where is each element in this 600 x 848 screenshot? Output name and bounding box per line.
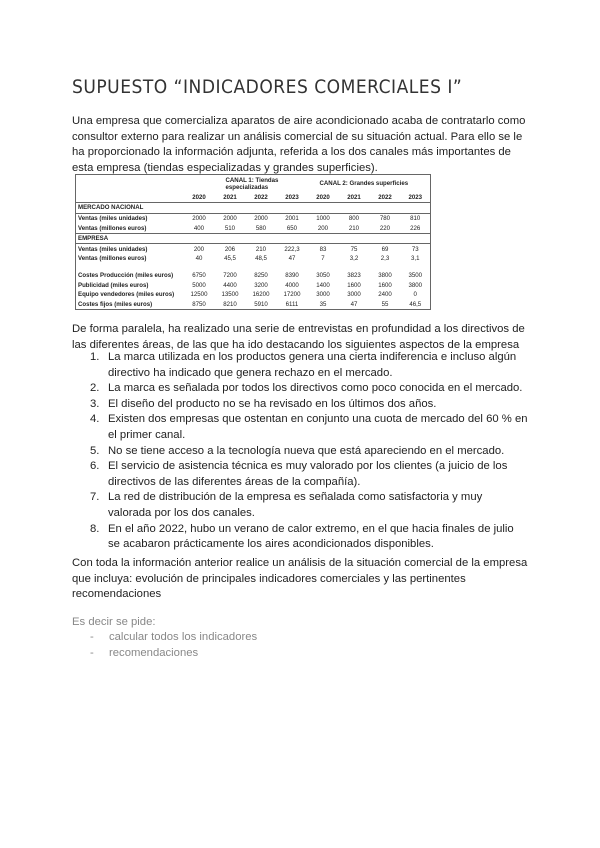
value-cell: 75	[350, 245, 358, 253]
value-cell: 6750	[192, 271, 206, 279]
row-label: Ventas (millones euros)	[76, 254, 184, 264]
row-label: Equipo vendedores (miles euros)	[76, 290, 184, 300]
value-cell: 200	[193, 245, 205, 253]
value-cell: 1400	[316, 281, 330, 289]
row-label: Costes Producción (miles euros)	[76, 271, 184, 281]
findings-list	[72, 350, 528, 553]
row-label: Publicidad (miles euros)	[76, 280, 184, 290]
finding-item	[72, 412, 528, 443]
value-cell: 3,1	[401, 254, 431, 264]
table-row	[76, 254, 431, 264]
value-cell: 206	[224, 245, 236, 253]
value-cell: 47	[339, 299, 370, 309]
finding-number: 5.	[90, 444, 100, 457]
interviews-paragraph: De forma paralela, ha realizado una serie de entrevistas en profundidad a los directivos de las diferentes áreas, de las que ha ido destacando los siguientes aspectos de la empresa	[72, 323, 525, 351]
value-cell: 45,5	[224, 255, 236, 263]
value-cell: 200	[317, 224, 329, 232]
section-mercado-nacional-label: MERCADO NACIONAL	[76, 203, 431, 214]
dash-bullet: -	[90, 646, 94, 659]
section-mercado-nacional	[76, 203, 431, 214]
finding-text: La marca utilizada en los productos genera una cierta indiferencia e incluso algún directivo ha indicado que genera rechazo en el mercado.	[108, 351, 517, 379]
value-cell: 47	[288, 255, 296, 263]
value-cell: 69	[381, 245, 389, 253]
value-cell: 3800	[378, 271, 392, 279]
dash-bullet: -	[90, 631, 94, 643]
value-cell: 4000	[285, 281, 299, 289]
value-cell: 5910	[246, 299, 277, 309]
value-cell: 48,5	[255, 255, 267, 263]
finding-text: Existen dos empresas que ostentan en conjunto una cuota de mercado del 60 % en el primer canal.	[108, 413, 528, 441]
value-cell: 17200	[283, 291, 301, 299]
value-cell: 222,3	[284, 245, 300, 253]
table-row	[76, 280, 431, 290]
value-cell: 8390	[285, 271, 299, 279]
ask-item	[72, 630, 257, 646]
value-cell: 83	[319, 245, 327, 253]
value-cell: 13500	[221, 291, 239, 299]
value-cell: 2,3	[380, 255, 390, 263]
table-corner-cell	[76, 175, 184, 193]
finding-number: 2.	[90, 382, 100, 395]
value-cell: 220	[379, 224, 391, 232]
value-cell: 1600	[347, 281, 361, 289]
year-header: 2023	[401, 193, 431, 203]
value-cell: 3800	[401, 280, 431, 290]
finding-number: 4.	[90, 413, 100, 426]
value-cell: 3500	[401, 271, 431, 281]
table-spacer-row	[76, 264, 431, 271]
value-cell: 2001	[285, 214, 299, 222]
finding-number: 6.	[90, 460, 100, 473]
ask-label: Es decir se pide:	[72, 616, 156, 628]
table-row	[76, 299, 431, 309]
value-cell: 55	[370, 299, 401, 309]
value-cell: 3000	[316, 291, 330, 299]
value-cell: 46,5	[401, 299, 431, 309]
value-cell: 4400	[223, 281, 237, 289]
value-cell: 8750	[184, 299, 215, 309]
value-cell: 810	[401, 213, 431, 223]
value-cell: 226	[401, 223, 431, 233]
value-cell: 1600	[378, 281, 392, 289]
year-header: 2022	[246, 193, 277, 203]
value-cell: 3,2	[349, 255, 359, 263]
value-cell: 40	[195, 255, 203, 263]
finding-number: 3.	[90, 397, 100, 410]
ask-item	[72, 646, 257, 662]
table-header-row	[76, 175, 431, 193]
finding-item	[72, 381, 528, 397]
value-cell: 800	[348, 214, 360, 222]
value-cell: 2000	[254, 214, 268, 222]
section-empresa-label: EMPRESA	[76, 233, 431, 244]
finding-text: La marca es señalada por todos los directivos como poco conocida en el mercado.	[108, 382, 523, 395]
intro-paragraph: Una empresa que comercializa aparatos de aire acondicionado acaba de contratarlo como consultor externo para realizar un análisis comercial de su situación actual. Para ello se le ha proporcionado la información adjunta, referida a los dos canales más importantes de esta empresa (tiendas especializadas y grandes superficies).	[72, 115, 526, 174]
finding-item	[72, 444, 528, 460]
row-label: Ventas (millones euros)	[76, 223, 184, 233]
table-row	[76, 290, 431, 300]
value-cell: 0	[401, 290, 431, 300]
finding-text: No se tiene acceso a la tecnología nueva que está apareciendo en el mercado.	[108, 444, 505, 457]
finding-item	[72, 522, 528, 553]
row-label: Ventas (miles unidades)	[76, 213, 184, 223]
year-header: 2020	[308, 193, 339, 203]
year-header: 2023	[277, 193, 308, 203]
value-cell: 16200	[252, 291, 270, 299]
document-title: SUPUESTO “INDICADORES COMERCIALES I”	[72, 76, 463, 98]
value-cell: 7200	[223, 271, 237, 279]
ask-text: calcular todos los indicadores	[109, 631, 258, 643]
year-header: 2022	[370, 193, 401, 203]
task-paragraph: Con toda la información anterior realice un análisis de la situación comercial de la empresa que incluya: evolución de principales indicadores comerciales y las pertinentes recomendaciones	[72, 557, 528, 601]
finding-number: 7.	[90, 491, 100, 504]
value-cell: 3000	[347, 291, 361, 299]
year-header: 2021	[339, 193, 370, 203]
value-cell: 8210	[215, 299, 246, 309]
value-cell: 3823	[347, 271, 361, 279]
section-empresa	[76, 233, 431, 244]
finding-text: En el año 2022, hubo un verano de calor extremo, en el que hacia finales de julio se acabaron prácticamente los aires acondicionados disponibles.	[108, 522, 514, 551]
table-row	[76, 213, 431, 223]
table-corner-cell	[76, 193, 184, 203]
spacer-cell	[76, 264, 431, 271]
value-cell: 7	[321, 255, 325, 263]
finding-text: La red de distribución de la empresa es señalada como satisfactoria y muy valorada por los dos canales.	[108, 491, 483, 519]
value-cell: 6111	[277, 299, 308, 309]
table-years-row	[76, 193, 431, 203]
value-cell: 73	[401, 244, 431, 254]
channel-1-header: CANAL 1: Tiendas especializadas	[184, 175, 308, 193]
value-cell: 35	[308, 299, 339, 309]
value-cell: 210	[255, 245, 267, 253]
finding-number: 8.	[90, 522, 100, 535]
finding-item	[72, 350, 528, 381]
value-cell: 510	[224, 224, 236, 232]
table-row	[76, 244, 431, 254]
value-cell: 3200	[254, 281, 268, 289]
value-cell: 2000	[223, 214, 237, 222]
value-cell: 5000	[192, 281, 206, 289]
row-label: Costes fijos (miles euros)	[76, 299, 184, 309]
value-cell: 780	[379, 214, 391, 222]
finding-item	[72, 397, 528, 413]
finding-number: 1.	[90, 351, 100, 363]
value-cell: 8250	[254, 271, 268, 279]
value-cell: 650	[286, 224, 298, 232]
table-row	[76, 271, 431, 281]
finding-item	[72, 490, 528, 521]
year-header: 2021	[215, 193, 246, 203]
finding-text: El diseño del producto no se ha revisado en los últimos dos años.	[108, 397, 437, 410]
value-cell: 210	[348, 224, 360, 232]
value-cell: 1000	[316, 214, 330, 222]
finding-text: El servicio de asistencia técnica es muy valorado por los clientes (a juicio de los directivos de las diferentes áreas de la compañía).	[108, 460, 508, 488]
row-label: Ventas (miles unidades)	[76, 244, 184, 254]
value-cell: 580	[255, 224, 267, 232]
finding-item	[72, 459, 528, 490]
year-header: 2020	[184, 193, 215, 203]
value-cell: 3050	[316, 271, 330, 279]
data-table	[75, 174, 431, 310]
value-cell: 2400	[378, 291, 392, 299]
ask-list	[72, 630, 257, 661]
table-row	[76, 223, 431, 233]
value-cell: 400	[193, 224, 205, 232]
ask-text: recomendaciones	[109, 646, 199, 659]
value-cell: 12500	[190, 291, 208, 299]
channel-2-header: CANAL 2: Grandes superficies	[308, 175, 431, 193]
value-cell: 2000	[192, 214, 206, 222]
